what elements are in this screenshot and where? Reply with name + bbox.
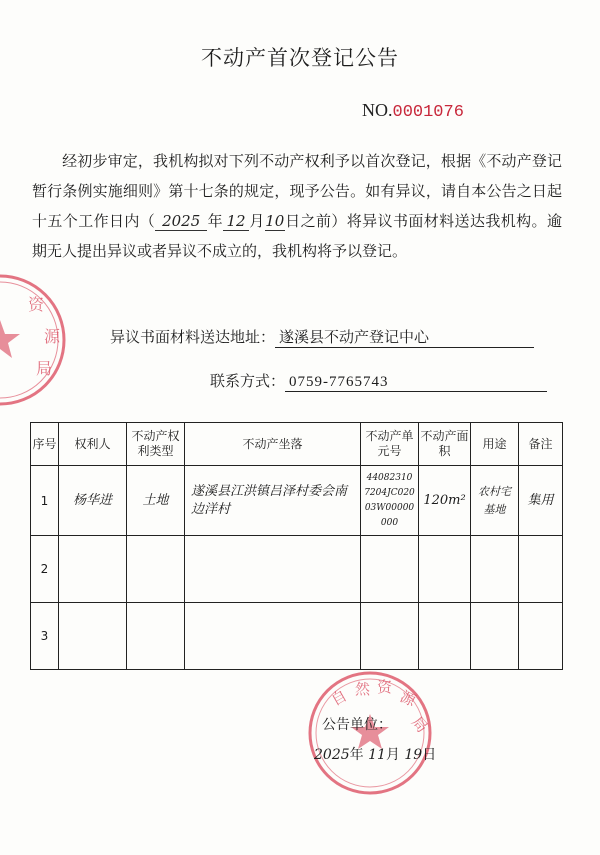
deadline-month-unit: 月 [248, 212, 265, 230]
issue-day: 19 [404, 747, 423, 763]
cell-unit-number [361, 603, 419, 670]
svg-text:资: 资 [28, 295, 45, 314]
cell-right-type [127, 603, 185, 670]
header-use: 用途 [471, 423, 519, 466]
issuer-label: 公告单位： [322, 717, 392, 733]
deadline-day: 10 [265, 212, 285, 230]
cell-unit-number [361, 536, 419, 603]
header-note: 备注 [519, 423, 563, 466]
cell-location [185, 536, 361, 603]
official-seal-left [0, 270, 70, 410]
cell-note [519, 536, 563, 603]
registration-table [30, 422, 563, 670]
header-right-type: 不动产权利类型 [127, 423, 185, 466]
document-title: 不动产首次登记公告 [201, 46, 399, 70]
body-text-part-1: 经初步审定，我机构拟对下列不动产权利予以首次登记，根据《不动产登记暂行条例实施细则》第十七条的规定，现予公告。如有异议，请自本公告之日起十五个工作日内（ [32, 152, 562, 230]
cell-holder [59, 603, 127, 670]
cell-area: 120m² [419, 466, 471, 536]
cell-location [185, 603, 361, 670]
contact-info [210, 370, 570, 392]
svg-text:局: 局 [407, 713, 432, 737]
header-holder: 权利人 [59, 423, 127, 466]
contact-label: 联系方式： [210, 372, 286, 390]
cell-note [519, 603, 563, 670]
deadline-year: 2025 [155, 212, 207, 231]
cell-right-type [127, 536, 185, 603]
svg-text:自: 自 [328, 686, 351, 710]
table-header-row [31, 423, 563, 466]
body-text-part-2: 日之前）将异议书面材料送达我机构。逾期无人提出异议或者异议不成立的，我机构将予以登记。 [32, 212, 562, 260]
svg-text:然: 然 [355, 680, 371, 698]
serial-value: 0001076 [392, 103, 464, 122]
header-location: 不动产坐落 [185, 423, 361, 466]
svg-text:源: 源 [397, 687, 419, 710]
svg-text:源: 源 [44, 327, 61, 346]
svg-text:局: 局 [36, 359, 53, 378]
address-label: 异议书面材料送达地址： [110, 328, 276, 346]
deadline-year-unit: 年 [207, 212, 223, 230]
cell-seq: 2 [31, 536, 59, 603]
cell-area [419, 603, 471, 670]
cell-use [471, 603, 519, 670]
cell-location: 遂溪县江洪镇吕泽村委会南边洋村 [185, 466, 361, 536]
deadline-month: 12 [223, 212, 249, 231]
table-row [31, 536, 563, 603]
cell-right-type: 土地 [127, 466, 185, 536]
issue-month-unit: 月 [385, 747, 400, 763]
objection-address [110, 326, 550, 348]
cell-holder: 杨华进 [59, 466, 127, 536]
cell-area [419, 536, 471, 603]
issue-year-unit: 年 [349, 747, 364, 763]
issue-year: 2025 [314, 747, 350, 763]
address-value: 遂溪县不动产登记中心 [275, 326, 534, 348]
table-row [31, 466, 563, 536]
cell-use [471, 536, 519, 603]
announcement-body [32, 146, 562, 266]
cell-holder [59, 536, 127, 603]
cell-seq: 1 [31, 466, 59, 536]
cell-use: 农村宅基地 [471, 466, 519, 536]
header-area: 不动产面 积 [419, 423, 471, 466]
svg-text:资: 资 [377, 678, 393, 696]
table-row [31, 603, 563, 670]
cell-note: 集用 [519, 466, 563, 536]
contact-value: 0759-7765743 [285, 374, 547, 392]
cell-unit-number: 440823107204JC02003W00000000 [361, 466, 419, 536]
serial-prefix: NO. [362, 100, 393, 120]
issue-month: 11 [368, 747, 386, 763]
serial-number [362, 100, 464, 122]
header-unit-number: 不动产单元号 [361, 423, 419, 466]
issue-date [314, 744, 436, 764]
cell-seq: 3 [31, 603, 59, 670]
header-seq: 序号 [31, 423, 59, 466]
issue-day-unit: 日 [422, 747, 437, 763]
